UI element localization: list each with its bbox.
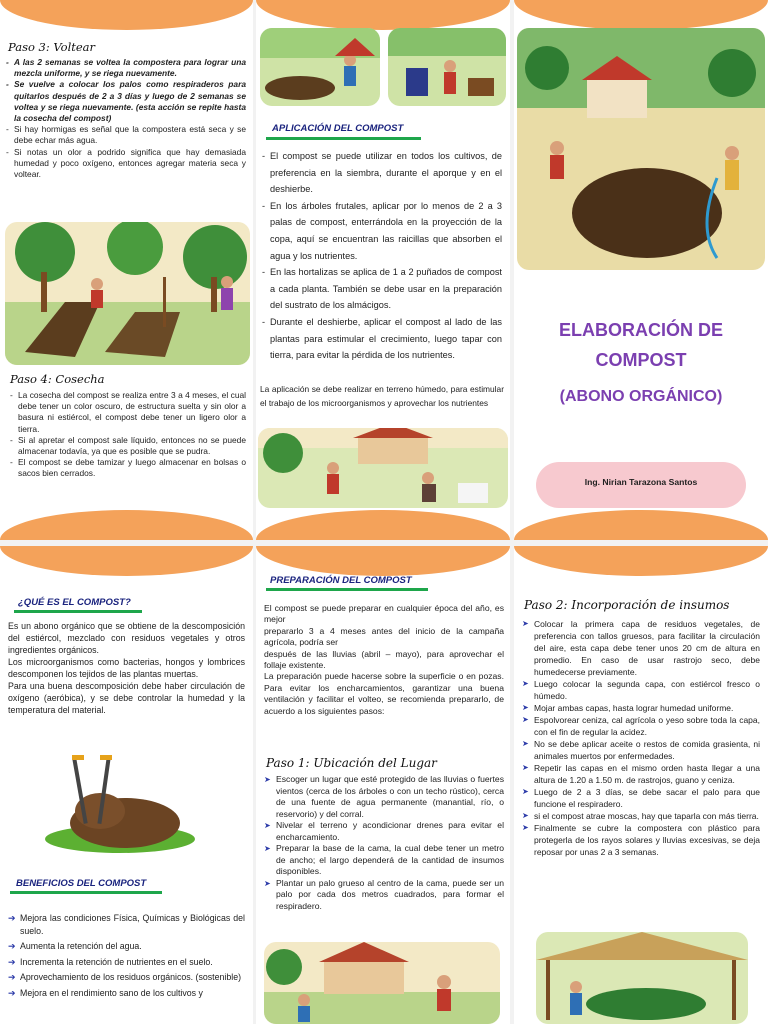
list-item: ➤ Espolvorear ceniza, cal agrícola o yeso sobre toda la capa, con el fin de regular la acidez. [522,714,760,738]
paso1-list [264,774,504,912]
list-item: - Durante el deshierbe, aplicar el compost al lado de las plantas para estimular el crecimiento, luego tapar con tierra, para evitar la pérdida de los nutrientes. [262,314,502,364]
orange-band-bottom [256,510,510,540]
list-item: ➔ Aumenta la retención del agua. [8,940,245,953]
list-item: ➔ Aprovechamiento de los residuos orgánicos. (sostenible) [8,971,245,984]
list-item: ➤ Luego de 2 a 3 días, se debe sacar el palo para que funcione el respiradero. [522,786,760,810]
cover-subtitle: (ABONO ORGÁNICO) [559,388,723,405]
list-item: - El compost se debe tamizar y luego almacenar en bolsas o sacos bien cerrados. [10,457,246,479]
illustration-bagging-compost [388,28,506,106]
list-item: ➤ Finalmente se cubre la compostera con plástico para protegerla de los rayos solares y lluvias excesivas, se deja reposar por unas 2 a 3 semanas. [522,822,760,858]
orange-band-top [0,546,253,576]
beneficios-title: BENEFICIOS DEL COMPOST [16,878,147,889]
title-underline [266,588,428,591]
que-es-text [8,620,245,716]
panel-top-mid [256,0,510,540]
paso3-list [6,57,246,180]
cover-title-line2: COMPOST [595,350,687,370]
orange-band-top [0,0,253,30]
illustration-sieving-compost [260,28,380,106]
paso2-list [522,618,760,858]
paragraph: Los microorganismos como bacterias, hongos y lombrices descomponen los tejidos de las plantas muertas. [8,657,245,679]
list-item: ➔ Mejora en el rendimiento sano de los cultivos y [8,987,245,1000]
title-underline [10,891,162,894]
illustration-turning-compost [5,222,250,365]
paragraph: Para una buena descomposición debe haber circulación de oxígeno (aeróbica), y se debe controlar la humedad y la temperatura del material. [8,681,245,715]
list-item: ➤ Repetir las capas en el mismo orden hasta llegar a una altura de 1.20 a 1.50 m. de rastrojos, guano y ceniza. [522,762,760,786]
paragraph: Es un abono orgánico que se obtiene de la descomposición del estiércol, mezclado con residuos vegetales y otros ingredientes orgánicos. [8,621,245,655]
aplicacion-note: La aplicación se debe realizar en terreno húmedo, para estimular el trabajo de los microorganismos y aprovechar los nutrientes [260,384,504,408]
author-name: Ing. Nirian Tarazona Santos [584,477,698,487]
orange-band-top [256,546,510,576]
list-item: ➤ Colocar la primera capa de residuos vegetales, de preferencia con tallos gruesos, para facilitar la circulación del aire, esta capa debe tener unos 20 cm de altura en promedio. En caso de usar rastrojo seco, debe humedecerse previamente. [522,618,760,678]
list-item: - En las hortalizas se aplica de 1 a 2 puñados de compost a cada planta. También se debe usar en la preparación del sustrato de los almácigos. [262,264,502,314]
paso1-title: Paso 1: Ubicación del Lugar [266,756,437,770]
list-item: ➤ Luego colocar la segunda capa, con estiércol fresco o húmedo. [522,678,760,702]
panel-bottom-left [0,546,253,1024]
cover-title-line1: ELABORACIÓN DE [558,320,723,340]
list-item: - Si notas un olor a podrido significa que hay demasiada humedad y poco oxígeno, entonces agregar materia seca y voltear. [6,147,246,181]
list-item: ➤ Preparar la base de la cama, la cual debe tener un metro de ancho; el largo dependerá de la cantidad de insumos disponibles. [264,843,504,878]
preparacion-title: PREPARACIÓN DEL COMPOST [270,575,412,586]
illustration-compost-heap [40,751,200,861]
list-item: ➤ Escoger un lugar que esté protegido de las lluvias o fuertes vientos (cerca de los árboles o con un techo rústico), cerca de una fuente de agua permanente (manantial, río, o reservorio) y del corral. [264,774,504,820]
list-item: - La cosecha del compost se realiza entre 3 a 4 meses, el cual debe tener un color oscuro, de estructura suelta y sin olor a basura ni estiércol, el compost debe tener un ligero olor a tierra. [10,390,246,435]
list-item: ➤ Plantar un palo grueso al centro de la cama, puede ser un palo por cada dos metros cuadrados, para formar el respiradero. [264,878,504,913]
list-item: ➤ Mojar ambas capas, hasta lograr humedad uniforme. [522,702,760,714]
preparacion-intro [264,603,504,717]
illustration-applying-compost [258,428,508,508]
list-item: ➔ Mejora las condiciones Física, Químicas y Biológicas del suelo. [8,912,245,937]
paragraph: El compost se puede preparar en cualquier época del año, es mejor [264,603,504,625]
orange-band-top [514,0,768,30]
list-item: ➤ No se debe aplicar aceite o restos de comida grasienta, ni animales muertos por enfermedades. [522,738,760,762]
list-item: - Si al apretar el compost sale líquido, entonces no se puede almacenar todavía, ya que es posible que se pudra. [10,435,246,457]
orange-band-bottom [514,510,768,540]
list-item: ➤ si el compost atrae moscas, hay que taparla con más tierra. [522,810,760,822]
beneficios-list [8,912,245,999]
que-es-title: ¿QUÉ ES EL COMPOST? [18,597,131,608]
list-item: - A las 2 semanas se voltea la compostera para lograr una mezcla uniforme, y se riega nuevamente. [6,57,246,79]
title-underline [14,610,142,613]
title-underline [266,137,421,140]
paso4-title: Paso 4: Cosecha [10,372,105,386]
paragraph: prepararlo 3 a 4 meses antes del inicio de la campaña agrícola, podría ser [264,625,504,648]
list-item: ➤ Nivelar el terreno y acondicionar drenes para evitar el encharcamiento. [264,820,504,843]
list-item: - El compost se puede utilizar en todos los cultivos, de preferencia en la siembra, durante el aporque y en el deshierbe. [262,148,502,198]
paso4-list [10,390,246,480]
illustration-cover-compost-pile [517,28,765,270]
illustration-preparing-site [264,942,500,1024]
orange-band-top [514,546,768,576]
orange-band-bottom [0,510,253,540]
list-item: ➔ Incrementa la retención de nutrientes en el suelo. [8,956,245,969]
list-item: - En los árboles frutales, aplicar por lo menos de 2 a 3 palas de compost, enterrándola en la proyección de la copa, aquí se encuentran las raicillas que absorben el agua y los nutrientes. [262,198,502,264]
paso3-title: Paso 3: Voltear [8,40,96,54]
paragraph: después de las lluvias (abril – mayo), para aprovechar el follaje existente. [264,648,504,671]
panel-top-right [514,0,768,540]
panel-bottom-mid [256,546,510,1024]
aplicacion-title: APLICACIÓN DEL COMPOST [272,123,404,134]
panel-top-left [0,0,253,540]
panel-bottom-right [514,546,768,1024]
illustration-covered-compost [536,932,748,1024]
paso2-title: Paso 2: Incorporación de insumos [524,598,730,612]
aplicacion-list [262,148,502,364]
paragraph: La preparación puede hacerse sobre la superficie o en pozas. Para evitar los encharcamientos, garantizar una buena ventilación y facilitar el volteo, se recomienda prepararlo, de acuerdo a los siguientes pasos: [264,671,504,716]
orange-band-top [256,0,510,30]
list-item: - Se vuelve a colocar los palos como respiraderos para quitarlos después de 2 a 3 días y luego de 2 semanas se voltea y se riega nuevamente. (esta acción se repite hasta la cosecha del compost) [6,79,246,124]
list-item: - Si hay hormigas es señal que la compostera está seca y se debe echar más agua. [6,124,246,146]
